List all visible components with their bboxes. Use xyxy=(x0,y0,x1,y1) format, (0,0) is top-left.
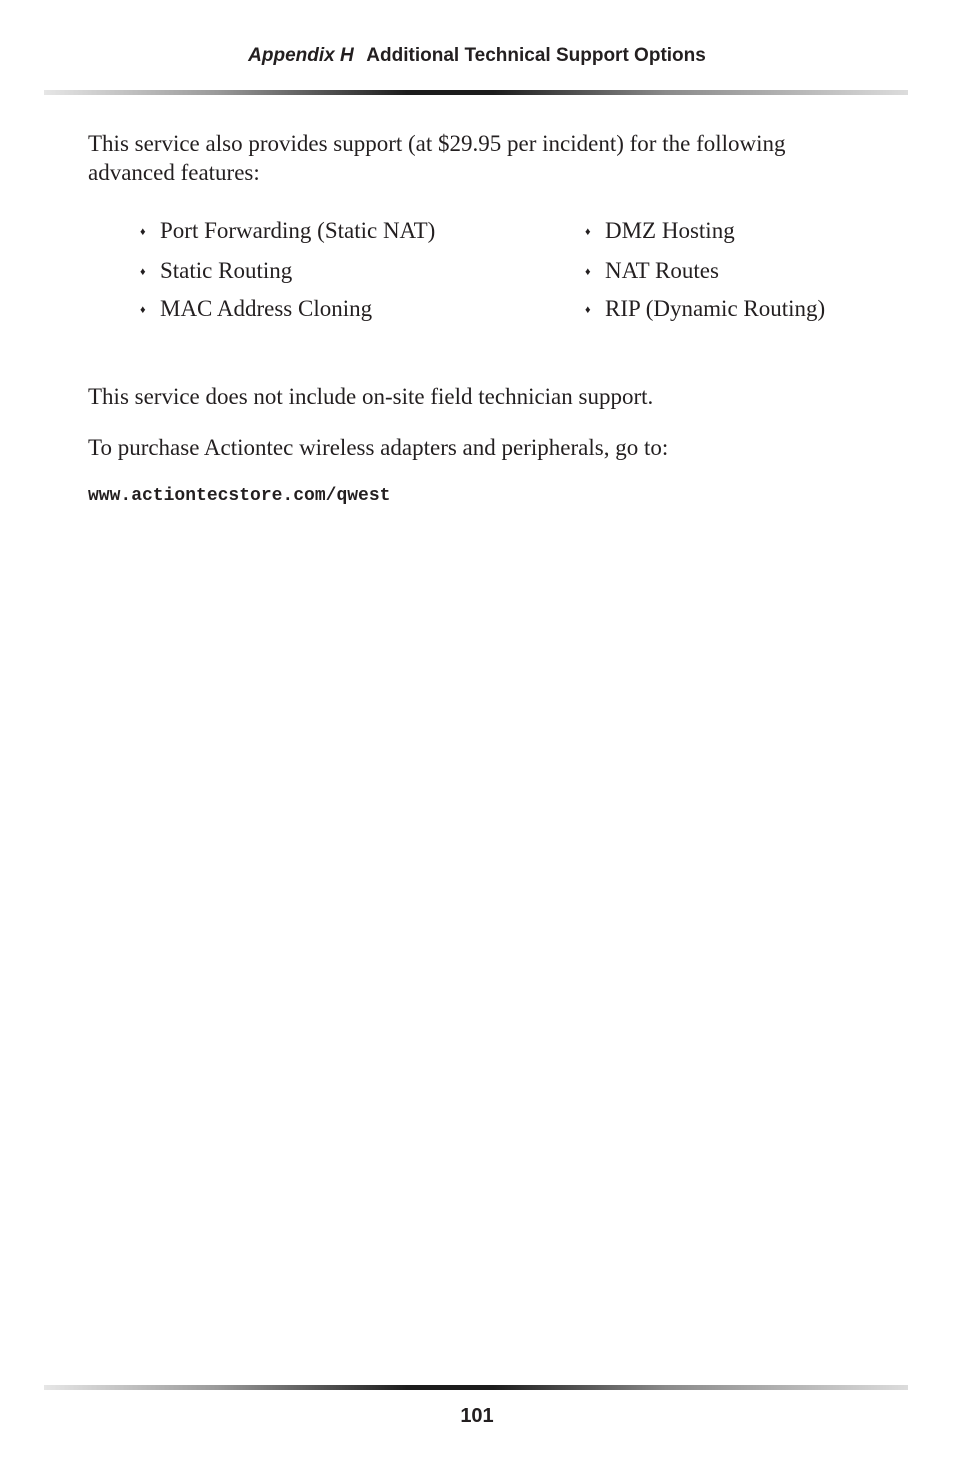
list-item xyxy=(140,216,435,247)
bullet-icon: ♦ xyxy=(140,304,146,316)
bullet-icon: ♦ xyxy=(585,266,591,278)
intro-paragraph: This service also provides support (at $29.95 per incident) for the following advanced features: xyxy=(88,131,786,185)
page-number: 101 xyxy=(460,1405,494,1427)
bullet-icon: ♦ xyxy=(585,226,591,238)
footer-rule xyxy=(44,1385,908,1390)
list-item xyxy=(585,294,825,325)
bullet-icon: ♦ xyxy=(140,266,146,278)
onsite-paragraph: This service does not include on-site field technician support. xyxy=(88,384,654,409)
feature-label: DMZ Hosting xyxy=(605,218,735,243)
list-item xyxy=(585,256,719,287)
feature-label: Port Forwarding (Static NAT) xyxy=(160,218,436,243)
feature-label: Static Routing xyxy=(160,258,293,283)
feature-label: NAT Routes xyxy=(605,258,719,283)
running-header xyxy=(0,45,954,67)
purchase-paragraph: To purchase Actiontec wireless adapters and peripherals, go to: xyxy=(88,435,669,460)
bullet-icon: ♦ xyxy=(140,226,146,238)
feature-label: MAC Address Cloning xyxy=(160,296,373,321)
list-item xyxy=(585,216,735,247)
header-rule xyxy=(44,90,908,95)
bullet-icon: ♦ xyxy=(585,304,591,316)
appendix-title: Additional Technical Support Options xyxy=(366,45,706,66)
appendix-label: Appendix H xyxy=(248,45,354,66)
list-item xyxy=(140,256,292,287)
store-url: www.actiontecstore.com/qwest xyxy=(88,486,391,506)
list-item xyxy=(140,294,372,325)
feature-label: RIP (Dynamic Routing) xyxy=(605,296,826,321)
